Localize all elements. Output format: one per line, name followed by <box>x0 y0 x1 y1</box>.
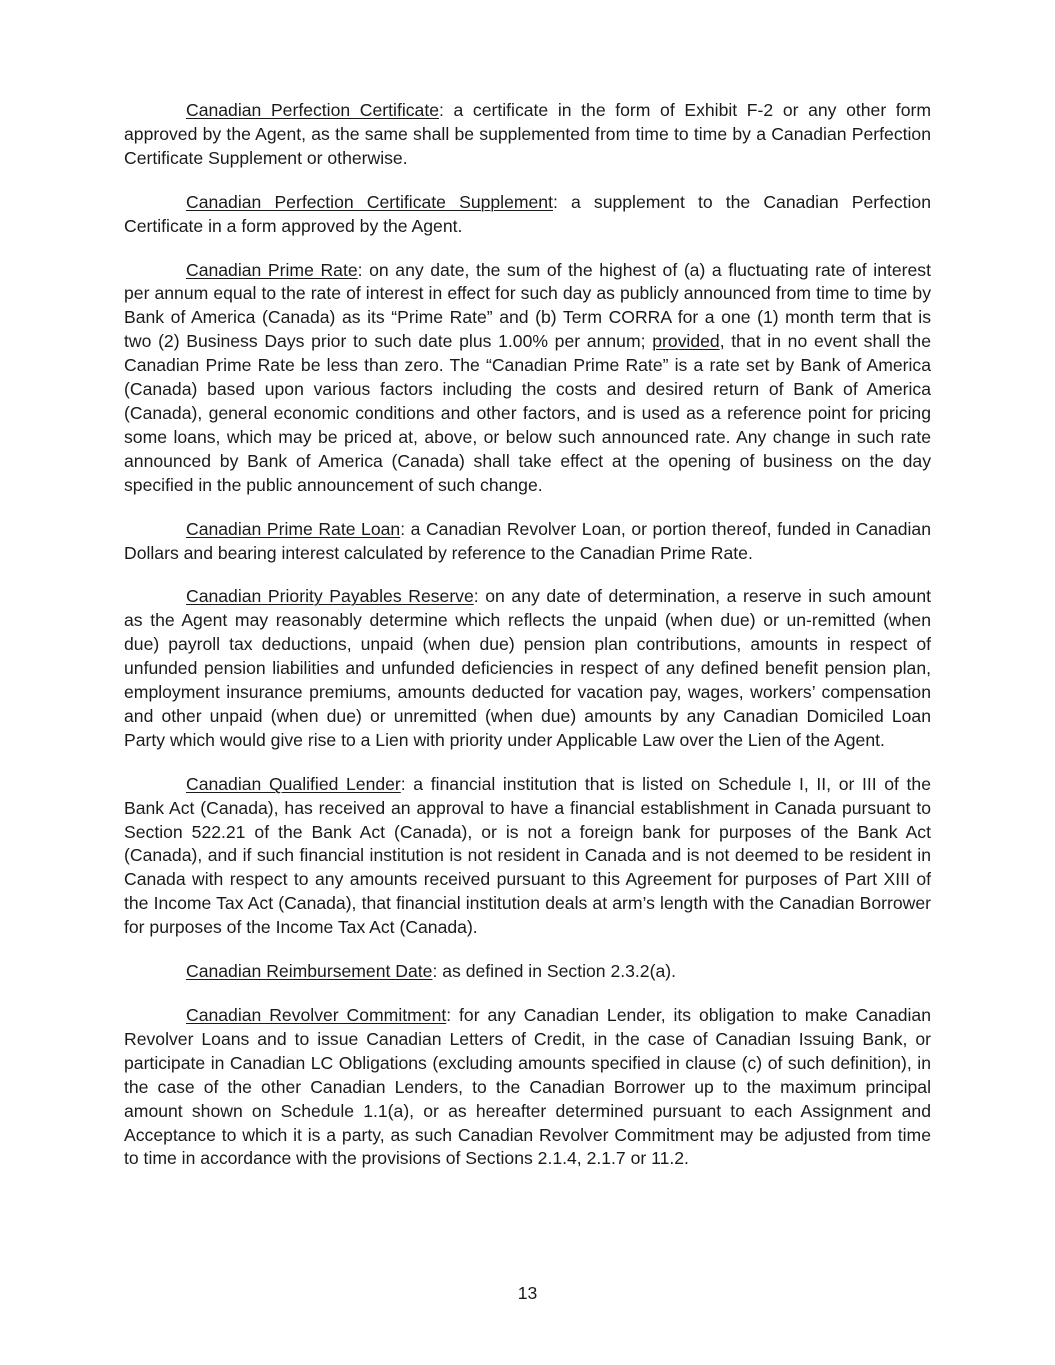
underlined-word: provided <box>652 331 720 352</box>
defined-term: Canadian Revolver Commitment <box>186 1005 447 1025</box>
document-page <box>124 99 931 1191</box>
definition-text: : a certificate in the form of Exhibit F-2 or any other form approved by the Agent, as the same shall be supplemented from time to time by a Canadian Perfection Certificate Supplement or otherwise. <box>124 100 931 168</box>
defined-term: Canadian Perfection Certificate <box>186 100 439 120</box>
definition-paragraph <box>124 773 931 940</box>
definition-text: : as defined in Section 2.3.2(a). <box>432 961 676 982</box>
definition-text: : a supplement to the Canadian Perfection Certificate in a form approved by the Agent. <box>124 191 931 236</box>
defined-term: Canadian Prime Rate Loan <box>186 518 401 539</box>
definition-text: : on any date, the sum of the highest of (a) a fluctuating rate of interest per annum equal to the rate of interest in effect for such day as publicly announced from time to time by Bank of America (Canada) as its “Prime Rate” and (b) Term CORRA for a one (1) month term that is two (2) Business Days prior to such date plus 1.00% per annum; <box>124 259 931 352</box>
definition-text: : a financial institution that is listed on Schedule I, II, or III of the Bank Act (Canada), has received an approval to have a financial establishment in Canada pursuant to Section 522.21 of the Bank Act (Canada), or is not a foreign bank for purposes of the Bank Act (Canada), and if such financial institution is not resident in Canada and is not deemed to be resident in Canada with respect to any amounts received pursuant to this Agreement for purposes of Part XIII of the Income Tax Act (Canada), that financial institution deals at arm’s length with the Canadian Borrower for purposes of the Income Tax Act (Canada). <box>124 773 931 938</box>
definition-paragraph <box>124 191 931 239</box>
definition-paragraph <box>124 518 931 566</box>
defined-term: Canadian Prime Rate <box>186 259 358 280</box>
definition-text: , that in no event shall the Canadian Prime Rate be less than zero. The “Canadian Prime Rate” is a rate set by Bank of America (Canada) based upon various factors including the costs and desired return of Bank of America (Canada), general economic conditions and other factors, and is used as a reference point for pricing some loans, which may be priced at, above, or below such announced rate. Any change in such rate announced by Bank of America (Canada) shall take effect at the opening of business on the day specified in the public announcement of such change. <box>124 331 932 495</box>
definition-paragraph <box>124 1004 931 1171</box>
definition-paragraph <box>124 99 931 171</box>
definition-text: : a Canadian Revolver Loan, or portion thereof, funded in Canadian Dollars and bearing interest calculated by reference to the Canadian Prime Rate. <box>124 518 931 563</box>
definition-text: : on any date of determination, a reserve in such amount as the Agent may reasonably determine which reflects the unpaid (when due) or un-remitted (when due) payroll tax deductions, unpaid (when due) pension plan contributions, amounts in respect of unfunded pension liabilities and unfunded deficiencies in respect of any defined benefit pension plan, employment insurance premiums, amounts deducted for vacation pay, wages, workers’ compensation and other unpaid (when due) or unremitted (when due) amounts by any Canadian Domiciled Loan Party which would give rise to a Lien with priority under Applicable Law over the Lien of the Agent. <box>124 586 931 750</box>
definition-paragraph <box>124 585 931 752</box>
page-number: 13 <box>517 1283 538 1303</box>
defined-term: Canadian Reimbursement Date <box>186 961 433 982</box>
defined-term: Canadian Priority Payables Reserve <box>186 586 474 607</box>
defined-term: Canadian Perfection Certificate Supplement <box>186 191 553 212</box>
definition-text: : for any Canadian Lender, its obligation to make Canadian Revolver Loans and to issue Canadian Letters of Credit, in the case of Canadian Issuing Bank, or participate in Canadian LC Obligations (excluding amounts specified in clause (c) of such definition), in the case of the other Canadian Lenders, to the Canadian Borrower up to the maximum principal amount shown on Schedule 1.1(a), or as hereafter determined pursuant to each Assignment and Acceptance to which it is a party, as such Canadian Revolver Commitment may be adjusted from time to time in accordance with the provisions of Sections 2.1.4, 2.1.7 or 11.2. <box>124 1005 932 1169</box>
defined-term: Canadian Qualified Lender <box>186 773 401 794</box>
definition-paragraph <box>124 259 931 498</box>
definition-paragraph <box>124 960 931 984</box>
